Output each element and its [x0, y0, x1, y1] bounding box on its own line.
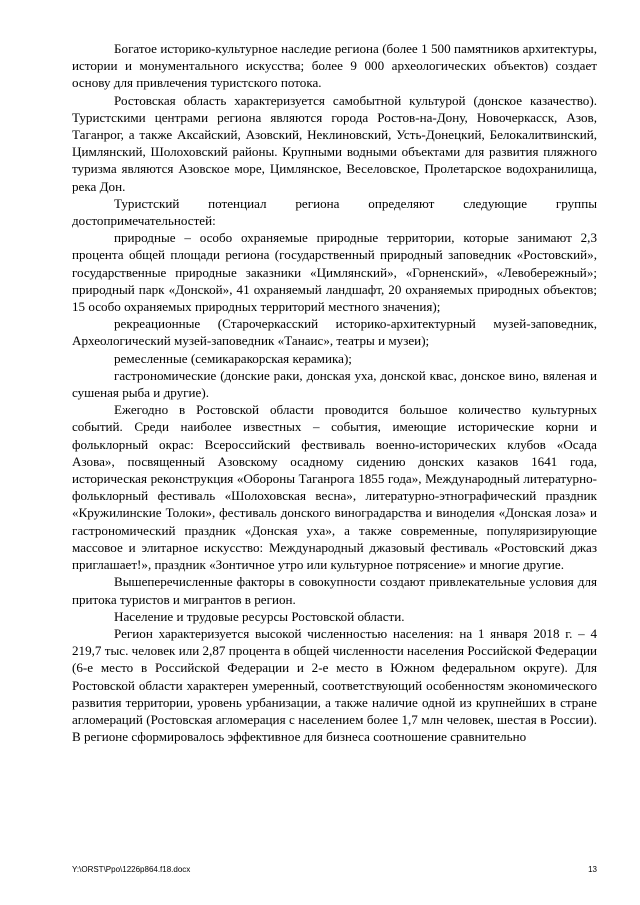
- paragraph-natural: природные – особо охраняемые природные территории, которые занимают 2,3 процента общей площади региона (государственный природный заповедник «Ростовский», государственные природные заказники «Цимлянский», «Горненский», «Левобережный»; природный парк «Донской», 41 охраняемый ландшафт, 20 охраняемых природных объектов; 15 особо охраняемых природных территорий местного значения);: [72, 230, 597, 315]
- paragraph-crafts: ремесленные (семикаракорская керамика);: [114, 350, 352, 366]
- paragraph-culture-centers: Ростовская область характеризуется самобытной культурой (донское казачество). Туристскими центрами региона являются города Ростов-на-Дону, Новочеркасск, Азов, Таганрог, а также Аксайский, Азовский, Неклиновский, Усть-Донецкий, Белокалитвинский, Цимлянский, Шолоховский районы. Крупными водными объектами для развития пляжного туризма являются Азовское море, Цимлянское, Веселовское, Пролетарское водохранилища, река Дон.: [72, 92, 597, 194]
- paragraph-heritage: Богатое историко-культурное наследие региона (более 1 500 памятников архитектуры, истории и монументального искусства; более 9 000 археологических объектов) создает основу для привлечения туристского потока.: [72, 41, 597, 91]
- page-number: 13: [588, 865, 597, 874]
- paragraph-population-heading: Население и трудовые ресурсы Ростовской области.: [114, 608, 405, 624]
- paragraph-attractive-conditions: Вышеперечисленные факторы в совокупности создают привлекательные условия для притока туристов и мигрантов в регион.: [72, 574, 597, 607]
- paragraph-tourist-potential: Туристский потенциал региона определяют следующие группы достопримечательностей:: [72, 195, 597, 229]
- paragraph-population: Регион характеризуется высокой численностью населения: на 1 января 2018 г. – 4 219,7 тыс. человек или 2,87 процента в общей численности населения Российской Федерации (6-е место в Российской Федерации и 2-е место в Южном федеральном округе). Для Ростовской области характерен умеренный, соответствующий особенностям экономического развития территории, уровень урбанизации, а также наличие одной из крупнейших в стране агломераций (Ростовская агломерация с населением более 1,7 млн человек, шестая в России). В регионе сформировалось эффективное для бизнеса соотношение сравнительно: [72, 625, 597, 745]
- paragraph-gastronomic: гастрономические (донские раки, донская уха, донской квас, донское вино, вяленая и сушеная рыба и другие).: [72, 367, 597, 401]
- document-body: [72, 40, 597, 745]
- paragraph-cultural-events: Ежегодно в Ростовской области проводится большое количество культурных событий. Среди наиболее известных – события, имеющие исторические корни и фольклорный окрас: Всероссийский фествиваль военно-исторических клубов «Осада Азова», посвященный Азовскому осадному сидению донских казаков 1641 года, историческая реконструкция «Обороны Таганрога 1855 года», Международный литературно-фольклорный фестиваль «Шолоховская весна», литературно-этнографический праздник «Кружилинские Толоки», фестиваль донского виноградарства и виноделия «Донская лоза» и гастрономический праздник «Донская уха», а также современные, популяризирующие массовое и элитарное искусство: Международный джазовый фестиваль «Ростовский джаз приглашает!», праздник «Зонтичное утро или культурное потрясение» и многие другие.: [72, 402, 597, 573]
- paragraph-recreational: рекреационные (Старочеркасский историко-архитектурный музей-заповедник, Археологический музей-заповедник «Танаис», театры и музеи);: [72, 316, 597, 349]
- footer-file-path: Y:\ORST\Ppo\1226p864.f18.docx: [72, 865, 191, 874]
